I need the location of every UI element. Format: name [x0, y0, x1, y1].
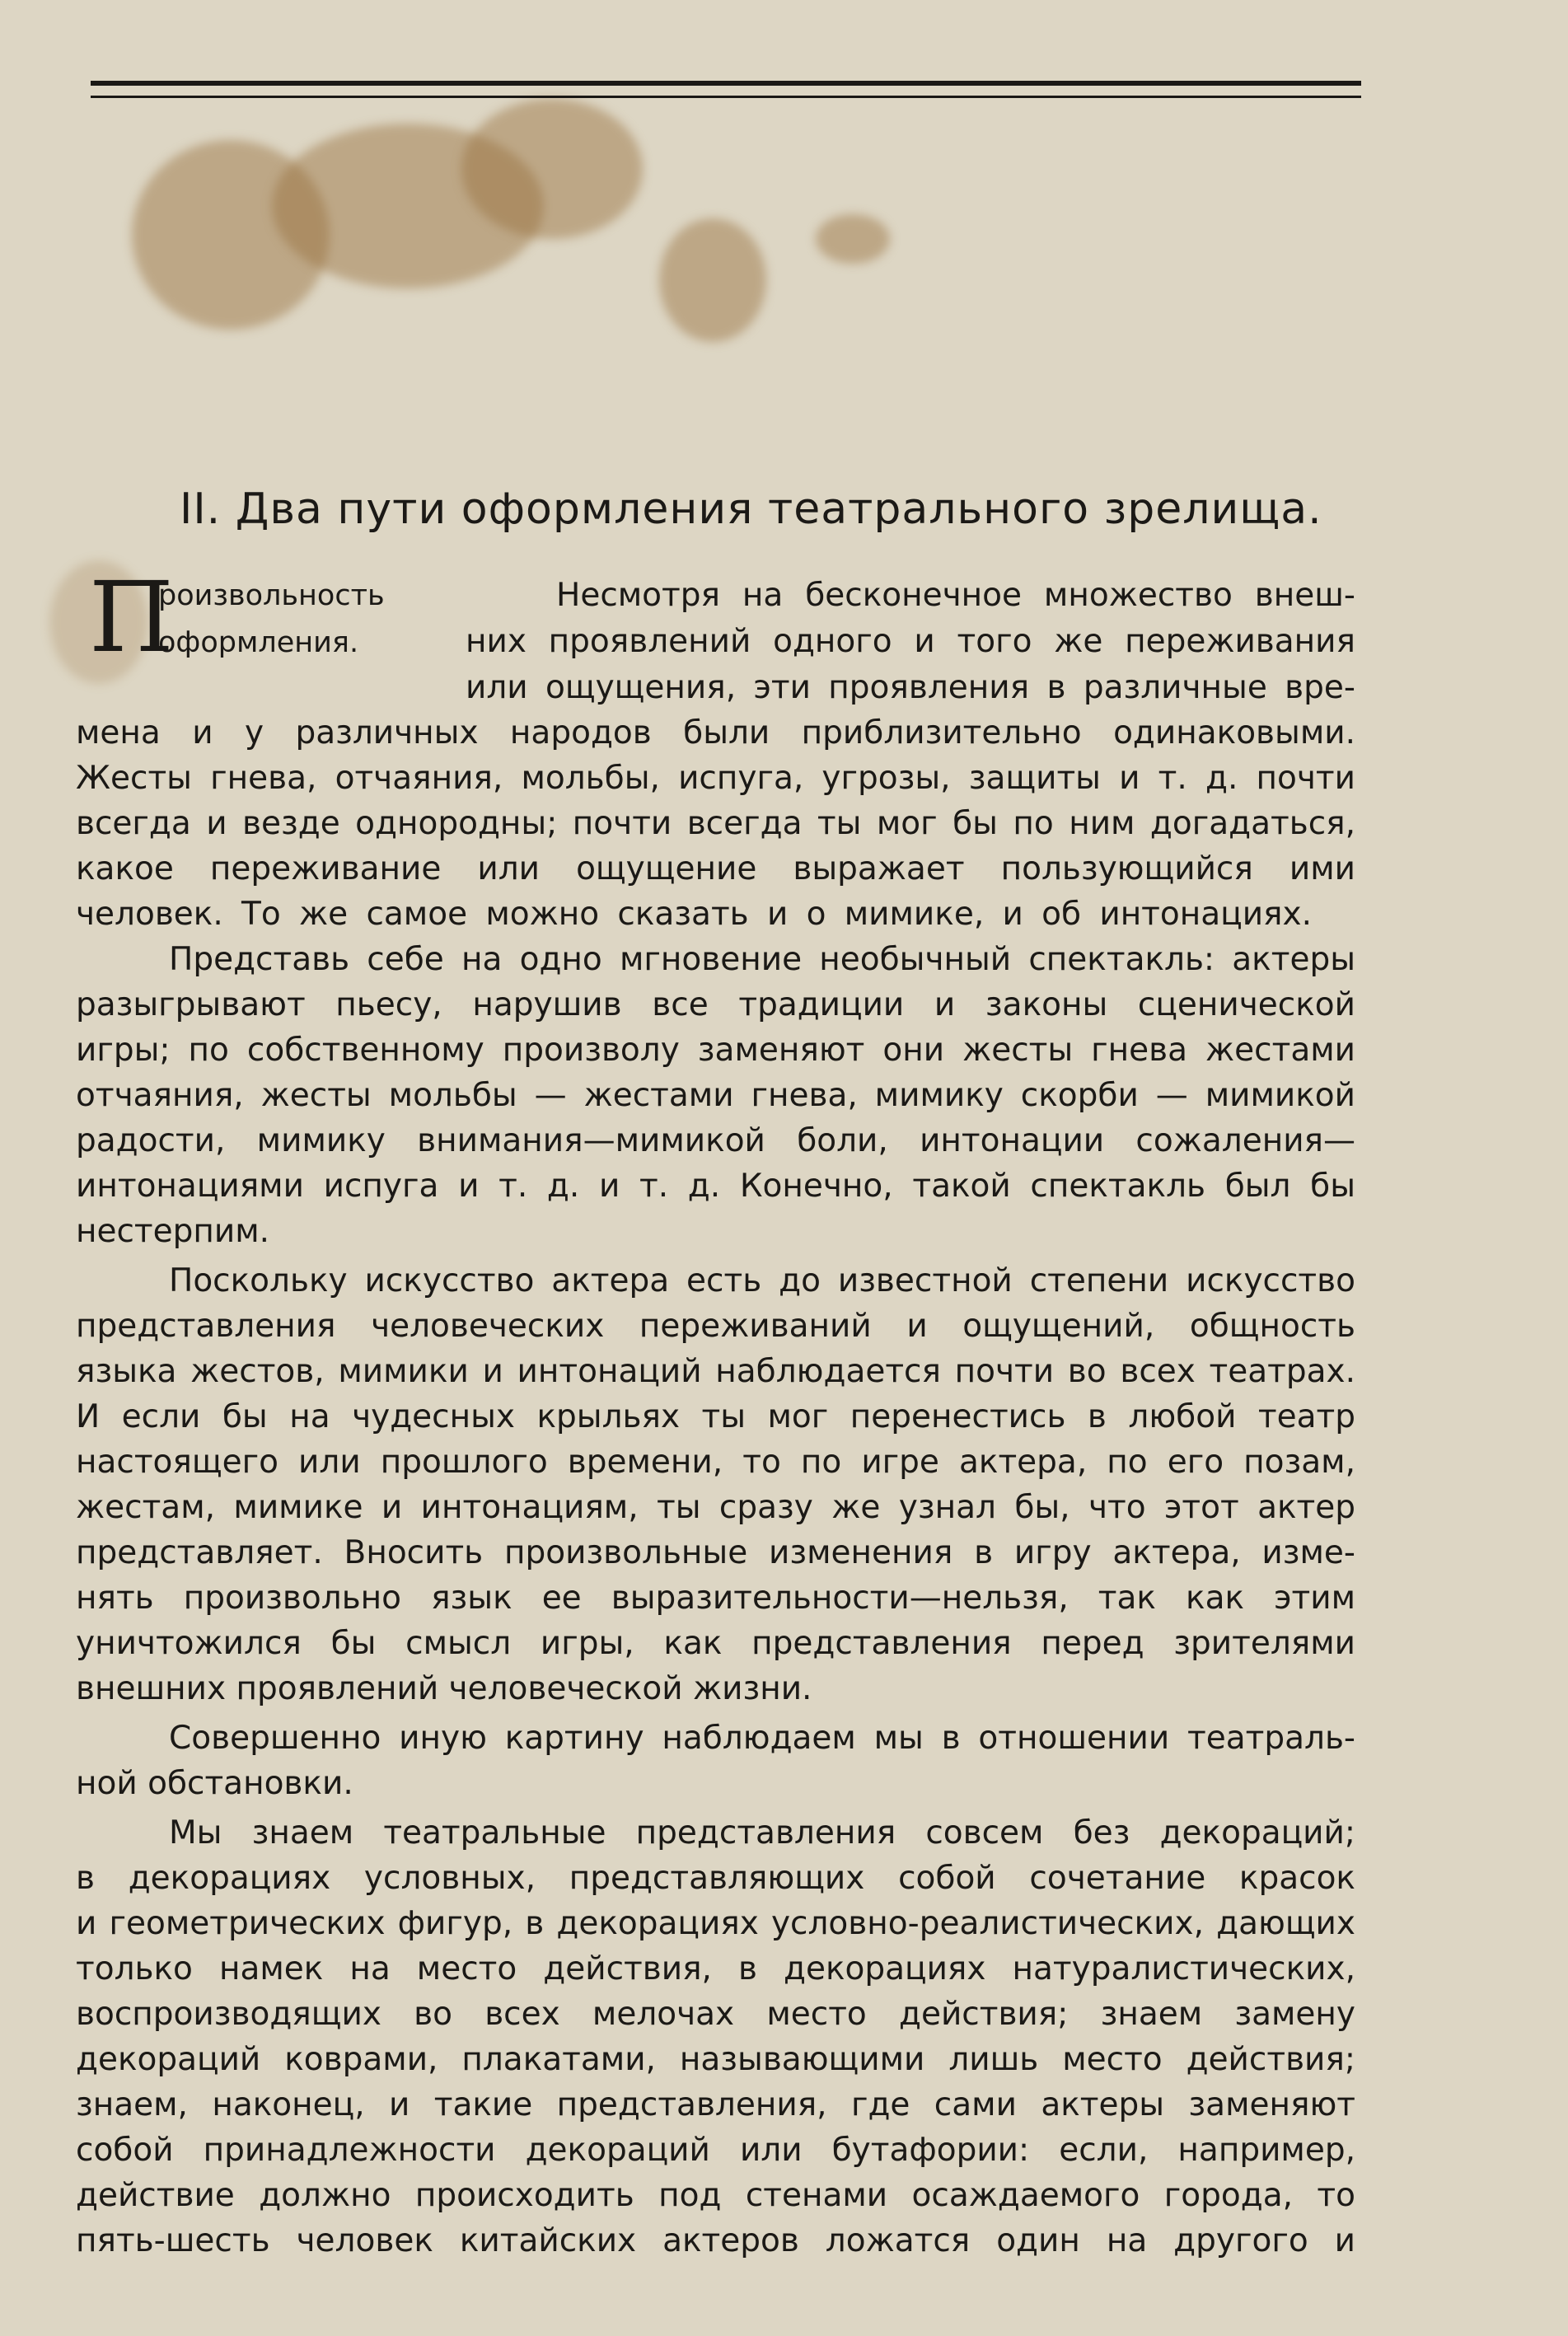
- text-line: Несмотря на бесконечное множество внеш-: [556, 577, 1355, 614]
- text-line: или ощущения, эти проявления в различные вре-: [466, 669, 1355, 706]
- text-line: Поскольку искусство актера есть до известной степени искусство: [169, 1262, 1355, 1299]
- text-line: Совершенно иную картину наблюдаем мы в отношении театраль-: [169, 1720, 1355, 1757]
- text-line: мена и у различных народов были приблизительно одинаковыми.: [76, 714, 1355, 751]
- side-heading-line: оформления.: [158, 626, 359, 659]
- water-stain: [816, 214, 890, 264]
- text-line: декораций коврами, плакатами, называющими лишь место действия;: [76, 2041, 1355, 2078]
- text-line: уничтожился бы смысл игры, как представления перед зрителями: [76, 1625, 1355, 1662]
- text-line: нестерпим.: [76, 1213, 270, 1250]
- text-line: Жесты гнева, отчаяния, мольбы, испуга, угрозы, защиты и т. д. почти: [76, 760, 1355, 797]
- text-line: только намек на место действия, в декорациях натуралистических,: [76, 1950, 1355, 1987]
- text-line: знаем, наконец, и такие представления, где сами актеры заменяют: [76, 2086, 1355, 2123]
- text-line: Мы знаем театральные представления совсем без декораций;: [169, 1814, 1355, 1851]
- text-line: ной обстановки.: [76, 1765, 353, 1802]
- text-line: и геометрических фигур, в декорациях условно-реалистических, дающих: [76, 1905, 1355, 1942]
- text-line: отчаяния, жесты мольбы — жестами гнева, мимику скорби — мимикой: [76, 1077, 1355, 1114]
- text-line: игры; по собственному произволу заменяют они жесты гнева жестами: [76, 1032, 1355, 1069]
- water-stain: [461, 99, 643, 239]
- text-line: жестам, мимике и интонациям, ты сразу же узнал бы, что этот актер: [76, 1489, 1355, 1526]
- section-heading: II. Два пути оформления театрального зрелища.: [180, 485, 1322, 534]
- header-rule-bottom: [91, 96, 1361, 98]
- text-line: представления человеческих переживаний и ощущений, общность: [76, 1308, 1355, 1345]
- text-line: собой принадлежности декораций или бутафории: если, например,: [76, 2132, 1355, 2169]
- water-stain: [659, 218, 766, 342]
- text-line: них проявлений одного и того же переживания: [466, 623, 1355, 660]
- text-line: действие должно происходить под стенами осаждаемого города, то: [76, 2177, 1355, 2214]
- header-rule-top: [91, 81, 1361, 86]
- text-line: в декорациях условных, представляющих собой сочетание красок: [76, 1860, 1355, 1897]
- text-line: внешних проявлений человеческой жизни.: [76, 1670, 812, 1707]
- text-line: пять-шесть человек китайских актеров ложатся один на другого и: [76, 2222, 1355, 2259]
- text-line: разыгрывают пьесу, нарушив все традиции и законы сценической: [76, 986, 1355, 1023]
- text-line: языка жестов, мимики и интонаций наблюдается почти во всех театрах.: [76, 1353, 1355, 1390]
- drop-cap: П: [89, 560, 174, 674]
- text-line: И если бы на чудесных крыльях ты мог перенестись в любой театр: [76, 1398, 1355, 1435]
- text-line: воспроизводящих во всех мелочах место действия; знаем замену: [76, 1996, 1355, 2033]
- text-line: человек. То же самое можно сказать и о мимике, и об интонациях.: [76, 896, 1312, 933]
- text-line: какое переживание или ощущение выражает пользующийся ими: [76, 850, 1355, 887]
- text-line: всегда и везде однородны; почти всегда ты мог бы по ним догадаться,: [76, 805, 1355, 842]
- text-line: представляет. Вносить произвольные изменения в игру актера, изме-: [76, 1534, 1355, 1571]
- text-line: Представь себе на одно мгновение необычный спектакль: актеры: [169, 941, 1355, 978]
- text-line: радости, мимику внимания—мимикой боли, интонации сожаления—: [76, 1122, 1355, 1159]
- side-heading-line: роизвольность: [158, 579, 385, 612]
- text-line: нять произвольно язык ее выразительности—нельзя, так как этим: [76, 1580, 1355, 1617]
- text-line: интонациями испуга и т. д. и т. д. Конечно, такой спектакль был бы: [76, 1168, 1355, 1205]
- text-line: настоящего или прошлого времени, то по игре актера, по его позам,: [76, 1444, 1355, 1481]
